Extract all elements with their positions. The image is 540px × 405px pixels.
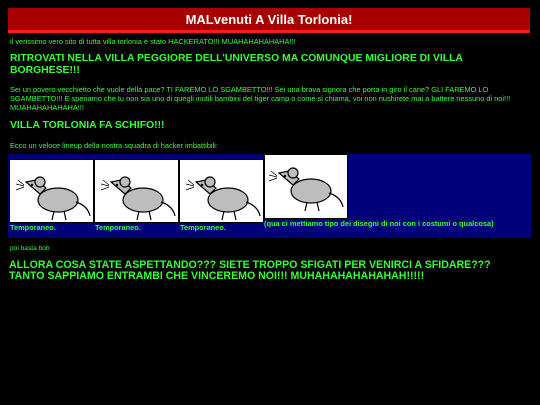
lineup-card bbox=[94, 159, 179, 223]
taunt-paragraph: Sei un povero vecchietto che vuole della pace? TI FAREMO LO SGAMBETTO!!! Sei una brava signora che porta in giro il cane? GLI FAREMO LO SGAMBETTO!!! E speriamo che tu non sia uno di quegli inutili bambini del tiger camp o come si chiama, voi non riushirete mai a battere nessuno di noi!!! MUAHAHAHAHAHA!!! bbox=[10, 85, 511, 112]
rat-icon bbox=[265, 155, 347, 218]
closing-line-2: TANTO SAPPIAMO ENTRAMBI CHE VINCEREMO NOI!!! MUHAHAHAHAHAHAH!!!!! bbox=[9, 270, 425, 282]
headline-villa-schifo: VILLA TORLONIA FA SCHIFO!!! bbox=[10, 120, 165, 131]
lineup-caption: Temporaneo. bbox=[180, 223, 226, 232]
footnote-text: poi basta boh bbox=[10, 245, 50, 252]
lineup-caption: Temporaneo. bbox=[10, 223, 56, 232]
hacker-lineup bbox=[8, 154, 531, 238]
lineup-card bbox=[179, 159, 264, 223]
lineup-caption: Temporaneo. bbox=[95, 223, 141, 232]
intro-text: il verissimo vero sito di tutta villa torlonia è stato HACKERATO!!! MUAHAHAHAHAHA!!! bbox=[10, 37, 296, 46]
closing-line-1: ALLORA COSA STATE ASPETTANDO??? SIETE TROPPO SFIGATI PER VENIRCI A SFIDARE??? bbox=[9, 259, 491, 271]
rat-icon bbox=[180, 160, 263, 222]
lineup-card bbox=[9, 159, 94, 223]
title-banner bbox=[8, 8, 530, 33]
lineup-card bbox=[264, 154, 348, 219]
lineup-caption: (qua ci mettiamo tipo dei disegni di noi con i costumi o qualcosa) bbox=[264, 219, 494, 228]
headline-worst-villa: RITROVATI NELLA VILLA PEGGIORE DELL'UNIVERSO MA COMUNQUE MIGLIORE DI VILLA BORGHESE!!! bbox=[10, 53, 463, 76]
page-title: MALvenuti A Villa Torlonia! bbox=[185, 11, 353, 27]
rat-icon bbox=[10, 160, 93, 222]
rat-icon bbox=[95, 160, 178, 222]
lineup-intro: Ecco un veloce lineup della nostra squadra di hacker imbattibili: bbox=[10, 141, 218, 150]
